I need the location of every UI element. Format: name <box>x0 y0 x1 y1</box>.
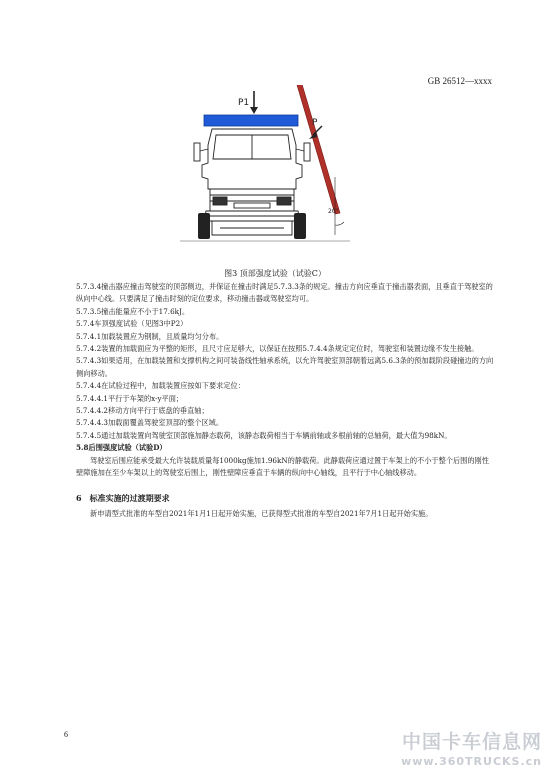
force-label-p1: P1 <box>238 98 250 108</box>
right-wheel <box>294 213 306 239</box>
paragraph: 5.7.4.4在试验过程中，加载装置应按如下要求定位： <box>76 381 245 391</box>
roof-strength-test-figure <box>150 85 400 265</box>
angle-arc <box>335 222 344 225</box>
document-code: GB 26512—xxxx <box>427 76 492 86</box>
paragraph: 5.7.4.4.1平行于车架的x-y平面； <box>76 393 184 403</box>
angle-label: 20° <box>328 208 339 215</box>
subsection-heading: 5.8后围强度试验（试验D） <box>76 443 167 453</box>
paragraph: 5.7.4.3如果适用，在加载装置和支撑机构之间可装备线性轴承系统，以允许驾驶室顶部朝着远离5.6.3条的预加载阶段碰撞边的方向侧向移动。 <box>76 356 494 378</box>
figure-caption: 图3 顶部强度试验（试验C） <box>224 269 326 278</box>
paragraph: 5.7.4车顶强度试验（见图3中P2） <box>76 319 188 329</box>
page-number: 6 <box>64 730 68 739</box>
section-text: 新申请型式批准的车型自2021年1月1日起开始实施，已获得型式批准的车型自2021年7月1日起开始实施。 <box>90 508 433 518</box>
section-heading: 6 标准实施的过渡期要求 <box>76 492 170 503</box>
watermark <box>401 727 542 768</box>
paragraph: 5.7.3.5撞击能量应不小于17.6kJ。 <box>76 306 190 316</box>
paragraph: 5.7.4.1加载装置应为钢制，且质量均匀分布。 <box>76 331 224 341</box>
document-body <box>76 281 496 520</box>
subsection-text: 驾驶室后围应能承受最大允许装载质量每1000kg施加1.96kN的静载荷。此静载荷应通过置于车架上的不小于整个后围的刚性壁障施加在至少车架以上的驾驶室后围上，刚性壁障应垂直于车辆的纵向中心轴线，且平行于中心轴线移动。 <box>76 455 489 478</box>
paragraph: 5.7.4.5通过加载装置向驾驶室顶部施加静态载荷，该静态载荷相当于车辆前轴或多根前轴的总轴荷，最大值为98kN。 <box>76 430 452 440</box>
load-arrow-head <box>250 107 258 114</box>
load-plate <box>204 115 298 126</box>
force-label-p: P <box>312 118 318 128</box>
left-wheel <box>198 213 210 239</box>
inclined-impactor-bar <box>297 85 340 214</box>
paragraph: 5.7.4.4.3加载面覆盖驾驶室顶部的整个区域。 <box>76 418 224 428</box>
paragraph: 5.7.4.2装置的加载面应为平整的矩形，且尺寸应足够大，以保证在按照5.7.4.4条规定定位时，驾驶室和装置边缘不发生接触。 <box>76 344 479 354</box>
paragraph: 5.7.4.4.2移动方向平行于底盘的垂直轴； <box>76 406 209 416</box>
watermark-url: www.360TRUCKS.cn <box>401 755 542 768</box>
truck-cab <box>194 129 310 235</box>
paragraph: 5.7.3.4撞击器应撞击驾驶室的顶部侧边，并保证在撞击时满足5.7.3.3条的规定。撞击方向应垂直于撞击器表面，且垂直于驾驶室的纵向中心线。只要满足了撞击时刻的定位要求，移动撞击器或驾驶室均可。 <box>76 282 493 304</box>
watermark-text: 中国卡车信息网 <box>401 731 542 753</box>
truck-front-diagram <box>150 85 400 265</box>
